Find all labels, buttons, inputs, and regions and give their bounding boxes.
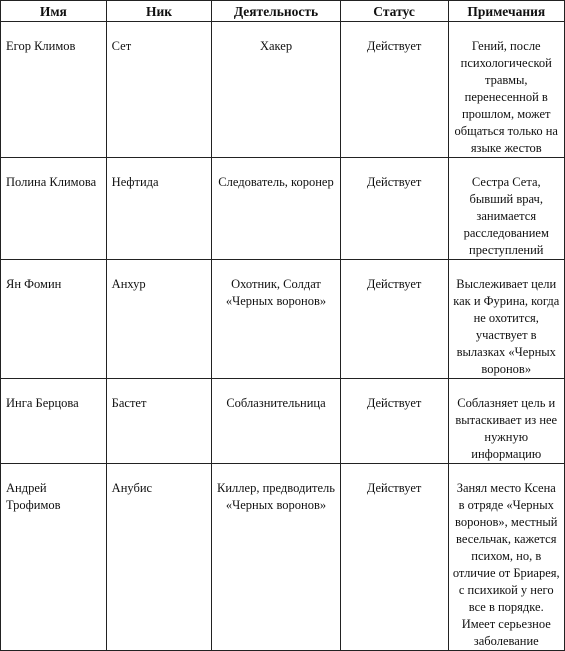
- cell-notes: Гений, после психологической травмы, перенесенной в прошлом, может общаться только на языке жестов: [448, 22, 565, 158]
- cell-activity: Следователь, коронер: [212, 158, 340, 260]
- cell-name: Егор Климов: [1, 22, 107, 158]
- cell-activity: Охотник, Солдат «Черных воронов»: [212, 260, 340, 379]
- cell-status: Действует: [340, 260, 448, 379]
- cell-activity: Соблазнительница: [212, 379, 340, 464]
- cell-activity: Хакер: [212, 22, 340, 158]
- cell-name: Полина Климова: [1, 158, 107, 260]
- header-activity: Деятельность: [212, 1, 340, 22]
- cell-status: Действует: [340, 22, 448, 158]
- table-row: [1, 22, 565, 158]
- cell-name: Андрей Трофимов: [1, 464, 107, 651]
- cell-nick: Бастет: [106, 379, 212, 464]
- cell-status: Действует: [340, 158, 448, 260]
- cell-status: Действует: [340, 379, 448, 464]
- header-name: Имя: [1, 1, 107, 22]
- header-row: [1, 1, 565, 22]
- cell-nick: Нефтида: [106, 158, 212, 260]
- table-row: [1, 158, 565, 260]
- cell-notes: Соблазняет цель и вытаскивает из нее нужную информацию: [448, 379, 565, 464]
- header-status: Статус: [340, 1, 448, 22]
- header-nick: Ник: [106, 1, 212, 22]
- cell-nick: Сет: [106, 22, 212, 158]
- cell-notes: Выслеживает цели как и Фурина, когда не охотится, участвует в вылазках «Черных воронов»: [448, 260, 565, 379]
- cell-nick: Анхур: [106, 260, 212, 379]
- header-notes: Примечания: [448, 1, 565, 22]
- cell-notes: Сестра Сета, бывший врач, занимается расследованием преступлений: [448, 158, 565, 260]
- table-body: [1, 22, 565, 651]
- table-row: [1, 260, 565, 379]
- cell-name: Ян Фомин: [1, 260, 107, 379]
- cell-notes: Занял место Ксена в отряде «Черных воронов», местный весельчак, кажется психом, но, в отличие от Бриарея, с психикой у него все в порядке. Имеет серьезное заболевание: [448, 464, 565, 651]
- table-row: [1, 379, 565, 464]
- cell-activity: Киллер, предводитель «Черных воронов»: [212, 464, 340, 651]
- cell-nick: Анубис: [106, 464, 212, 651]
- cell-name: Инга Берцова: [1, 379, 107, 464]
- table-row: [1, 464, 565, 651]
- table-header: [1, 1, 565, 22]
- cell-status: Действует: [340, 464, 448, 651]
